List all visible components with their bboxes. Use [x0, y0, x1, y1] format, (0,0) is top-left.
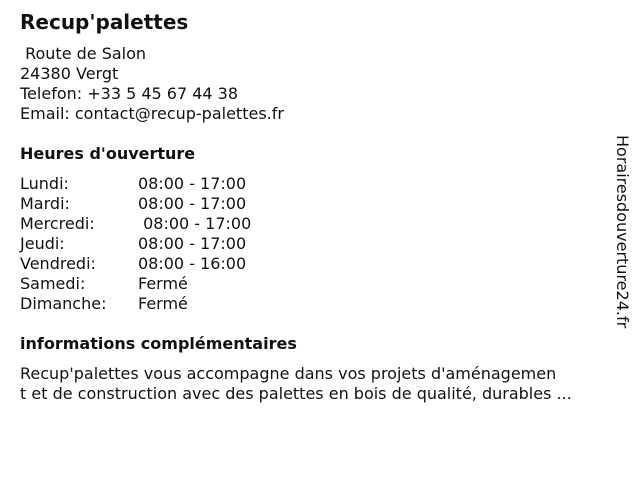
- hours-heading: Heures d'ouverture: [20, 144, 196, 163]
- hours-day: Mercredi:: [20, 214, 95, 233]
- hours-row-mercredi: [20, 214, 251, 234]
- hours-time: 08:00 - 17:00: [138, 194, 247, 213]
- hours-row-lundi: [20, 174, 251, 194]
- hours-day: Mardi:: [20, 194, 70, 213]
- hours-day: Samedi:: [20, 274, 86, 293]
- hours-day: Vendredi:: [20, 254, 96, 273]
- hours-day: Jeudi:: [20, 234, 65, 253]
- hours-time: 08:00 - 17:00: [138, 174, 247, 193]
- hours-time: 08:00 - 17:00: [138, 234, 247, 253]
- hours-row-jeudi: [20, 234, 251, 254]
- info-line-2: t et de construction avec des palettes en bois de qualité, durables ...: [20, 384, 572, 403]
- hours-row-vendredi: [20, 254, 251, 274]
- hours-table: [20, 174, 251, 314]
- hours-day: Dimanche:: [20, 294, 107, 313]
- info-text: [20, 364, 620, 404]
- hours-row-dimanche: [20, 294, 251, 314]
- phone-number: Telefon: +33 5 45 67 44 38: [20, 84, 239, 103]
- hours-time: 08:00 - 17:00: [138, 214, 252, 233]
- address-street: Route de Salon: [20, 44, 147, 63]
- hours-row-mardi: [20, 194, 251, 214]
- hours-time: Fermé: [138, 274, 188, 293]
- site-brand-vertical: [612, 135, 632, 345]
- info-heading: informations complémentaires: [20, 334, 297, 353]
- hours-day: Lundi:: [20, 174, 69, 193]
- hours-time: 08:00 - 16:00: [138, 254, 247, 273]
- info-line-1: Recup'palettes vous accompagne dans vos projets d'aménagemen: [20, 364, 557, 383]
- hours-time: Fermé: [138, 294, 188, 313]
- contact-block: [20, 44, 284, 124]
- email-address: Email: contact@recup-palettes.fr: [20, 104, 284, 123]
- site-brand-text: Horairesdouverture24.fr: [613, 135, 632, 329]
- hours-row-samedi: [20, 274, 251, 294]
- address-city: 24380 Vergt: [20, 64, 119, 83]
- business-name: Recup'palettes: [20, 10, 189, 34]
